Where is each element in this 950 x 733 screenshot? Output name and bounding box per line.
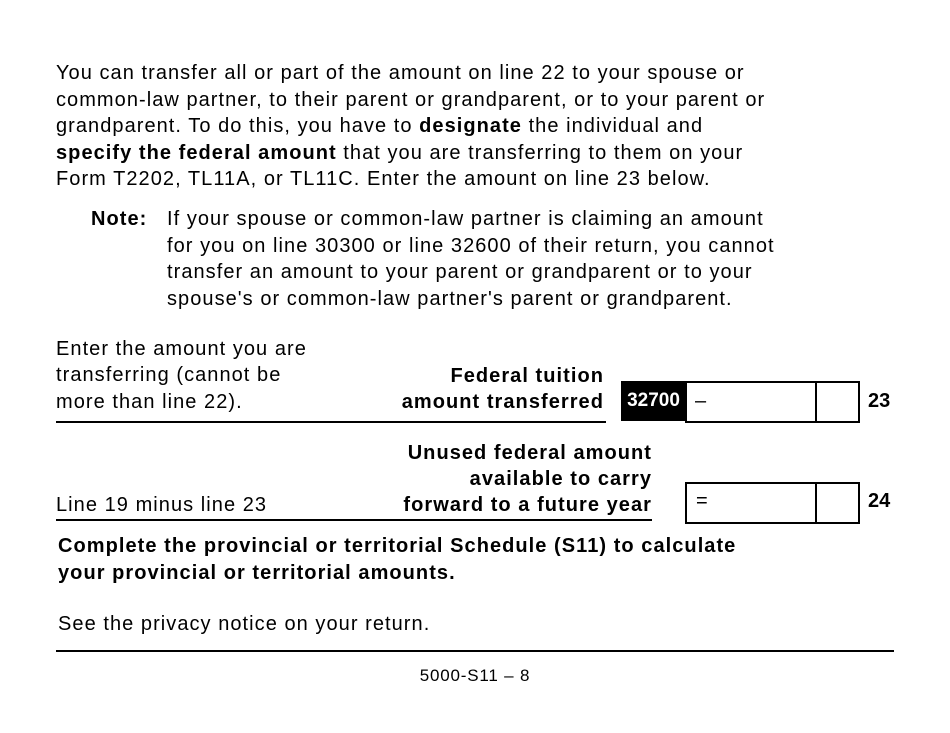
note-line-4: spouse's or common-law partner's parent or grandparent. [167, 287, 733, 310]
line24-desc: Line 19 minus line 23 [56, 494, 268, 516]
intro-line-3 [56, 113, 916, 140]
line23-number: 23 [868, 390, 891, 412]
page-footer: 5000-S11 – 8 [419, 666, 531, 685]
line24-number: 24 [868, 490, 891, 512]
intro-line-5: Form T2202, TL11A, or TL11C. Enter the amount on line 23 below. [56, 168, 711, 190]
line23-underline [56, 421, 606, 423]
intro-line-1: You can transfer all or part of the amount on line 22 to your spouse or [56, 62, 745, 84]
line24-label-2: available to carry [469, 468, 652, 490]
privacy-notice: See the privacy notice on your return. [58, 613, 431, 635]
complete-line-2: your provincial or territorial amounts. [58, 562, 456, 584]
line24-label-1: Unused federal amount [407, 442, 652, 464]
intro-paragraph [56, 60, 916, 193]
note-line-2: for you on line 30300 or line 32600 of their return, you cannot [167, 234, 775, 257]
footer-rule [56, 650, 894, 652]
line23-label-2: amount transferred [401, 391, 604, 413]
line23-desc-2: transferring (cannot be [56, 364, 282, 386]
equals-sign: = [696, 490, 708, 512]
line23-label-1: Federal tuition [450, 365, 604, 387]
minus-sign: – [695, 390, 707, 412]
intro-line-4 [56, 140, 916, 167]
line24-label-3: forward to a future year [403, 494, 652, 516]
line23-cents-field[interactable] [815, 381, 860, 423]
line23-code: 32700 [621, 381, 686, 421]
note-block [91, 206, 891, 312]
line24-cents-field[interactable] [815, 482, 860, 524]
intro-line-2: common-law partner, to their parent or grandparent, or to your parent or [56, 88, 766, 111]
complete-line-1: Complete the provincial or territorial Schedule (S11) to calculate [58, 535, 737, 557]
specify-emphasis: specify the federal amount [56, 141, 337, 164]
note-line-3: transfer an amount to your parent or grandparent or to your [167, 261, 753, 283]
intro-text: the individual and [521, 115, 704, 137]
line23-desc-1: Enter the amount you are [56, 338, 307, 360]
line23-desc-3: more than line 22). [56, 391, 243, 413]
intro-text: that you are transferring to them on your [336, 141, 744, 164]
intro-text: grandparent. To do this, you have to [56, 115, 420, 137]
note-line-1: If your spouse or common-law partner is claiming an amount [167, 208, 764, 230]
line24-underline [56, 519, 652, 521]
designate-emphasis: designate [419, 115, 522, 137]
note-label: Note: [91, 208, 148, 230]
